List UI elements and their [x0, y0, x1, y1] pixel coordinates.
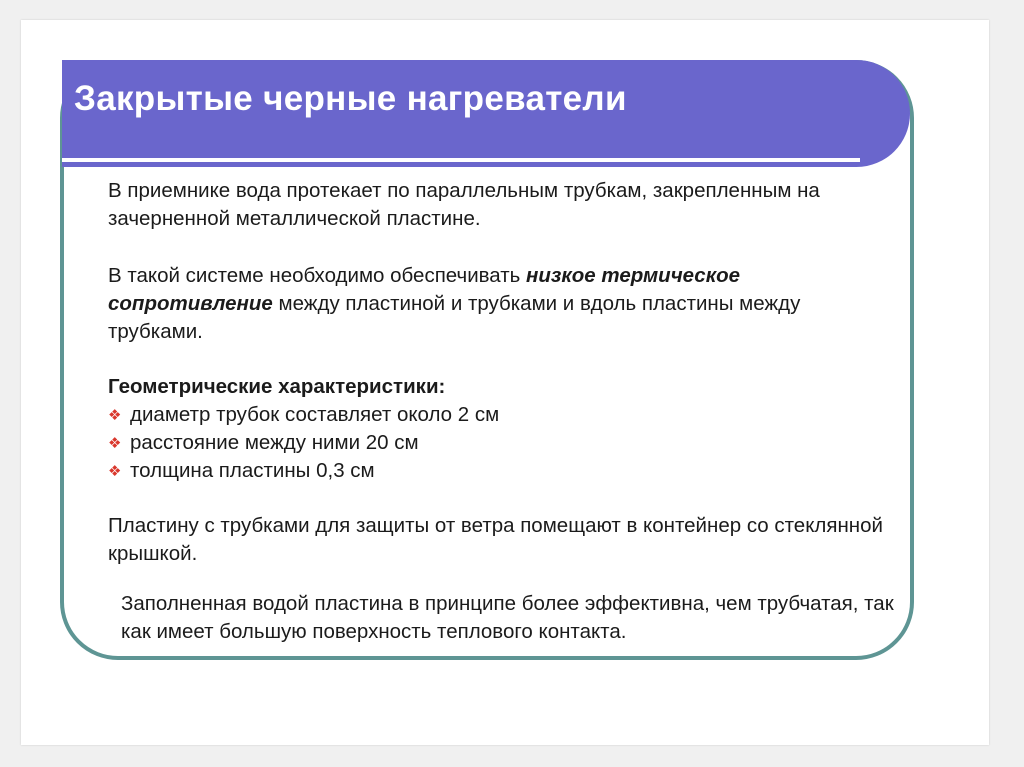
paragraph-text-before: В такой системе необходимо обеспечивать — [108, 264, 527, 287]
diamond-bullet-icon: ❖ — [108, 462, 122, 480]
geometry-list — [108, 401, 898, 485]
slide-title: Закрытые черные нагреватели — [74, 79, 627, 118]
list-item-text: толщина пластины 0,3 см — [130, 459, 375, 482]
paragraph-emphasis: низкое термическое сопротивление — [108, 264, 741, 315]
geometry-heading: Геометрические характеристики: — [108, 375, 446, 398]
paragraph-receiver: В приемнике вода протекает по параллельным трубкам, закрепленным на зачерненной металлической пластине. — [108, 179, 820, 230]
paragraph-thermal-resistance — [108, 262, 898, 346]
diamond-bullet-icon: ❖ — [108, 406, 122, 424]
list-item — [108, 457, 898, 485]
paragraph-text-after: между пластиной и трубками и вдоль пластины между трубками. — [108, 292, 801, 343]
title-underline — [62, 158, 860, 162]
diamond-bullet-icon: ❖ — [108, 434, 122, 452]
paragraph-conclusion: Заполненная водой пластина в принципе более эффективна, чем трубчатая, так как имеет большую поверхность теплового контакта. — [121, 592, 894, 643]
paragraph-container: Пластину с трубками для защиты от ветра помещают в контейнер со стеклянной крышкой. — [108, 514, 883, 565]
list-item-text: расстояние между ними 20 см — [130, 431, 419, 454]
list-item-text: диаметр трубок составляет около 2 см — [130, 403, 500, 426]
list-item — [108, 401, 898, 429]
geometry-section — [108, 373, 898, 485]
list-item — [108, 429, 898, 457]
